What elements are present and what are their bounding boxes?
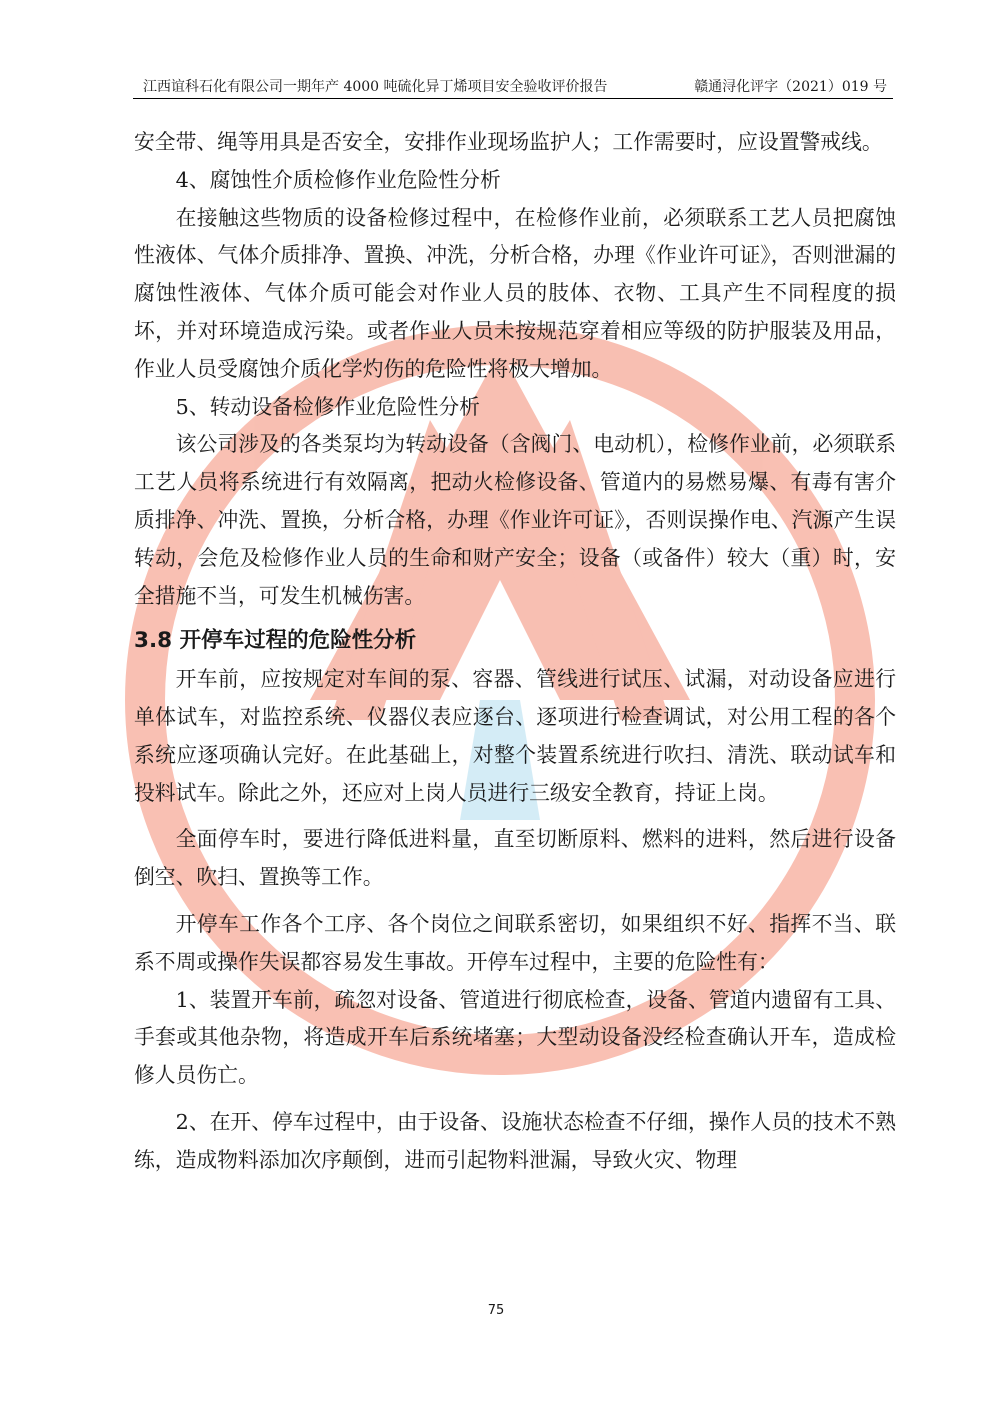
header-report-title: 江西谊科石化有限公司一期年产 4000 吨硫化异丁烯项目安全验收评价报告: [143, 79, 608, 95]
paragraph: 安全带、绳等用具是否安全，安排作业现场监护人；工作需要时，应设置警戒线。: [134, 130, 883, 154]
header-report-number: 赣通浔化评字（2021）019 号: [694, 79, 887, 95]
paragraph: 2、在开、停车过程中，由于设备、设施状态检查不仔细，操作人员的技术不熟练，造成物料添加次序颠倒，进而引起物料泄漏，导致火灾、物理: [134, 1109, 896, 1172]
paragraph: 该公司涉及的各类泵均为转动设备（含阀门、电动机），检修作业前，必须联系工艺人员将系统进行有效隔离，把动火检修设备、管道内的易燃易爆、有毒有害介质排净、冲洗、置换，分析合格，办理《作业许可证》，否则误操作电、汽源产生误转动，会危及检修作业人员的生命和财产安全；设备（或备件）较大（重）时，安全措施不当，可发生机械伤害。: [134, 432, 896, 608]
subheading-corrosive: 4、腐蚀性介质检修作业危险性分析: [175, 167, 501, 192]
subheading-rotating: 5、转动设备检修作业危险性分析: [175, 394, 480, 419]
body-text: [134, 124, 896, 1180]
paragraph: 在接触这些物质的设备检修过程中，在检修作业前，必须联系工艺人员把腐蚀性液体、气体介质排净、置换、冲洗，分析合格，办理《作业许可证》，否则泄漏的腐蚀性液体、气体介质可能会对作业人员的肢体、衣物、工具产生不同程度的损坏，并对环境造成污染。或者作业人员未按规范穿着相应等级的防护服装及用品，作业人员受腐蚀介质化学灼伤的危险性将极大增加。: [134, 205, 896, 381]
page-number: 75: [487, 1303, 505, 1318]
paragraph: 开停车工作各个工序、各个岗位之间联系密切，如果组织不好、指挥不当、联系不周或操作失误都容易发生事故。开停车过程中，主要的危险性有：: [134, 911, 896, 974]
page-header: [133, 76, 893, 99]
section-heading: 3.8 开停车过程的危险性分析: [134, 628, 417, 654]
paragraph: 全面停车时，要进行降低进料量，直至切断原料、燃料的进料，然后进行设备倒空、吹扫、置换等工作。: [134, 827, 896, 890]
paragraph: 开车前，应按规定对车间的泵、容器、管线进行试压、试漏，对动设备应进行单体试车，对监控系统、仪器仪表应逐台、逐项进行检查调试，对公用工程的各个系统应逐项确认完好。在此基础上，对整个装置系统进行吹扫、清洗、联动试车和投料试车。除此之外，还应对上岗人员进行三级安全教育，持证上岗。: [134, 667, 896, 805]
paragraph: 1、装置开车前，疏忽对设备、管道进行彻底检查，设备、管道内遗留有工具、手套或其他杂物，将造成开车后系统堵塞；大型动设备没经检查确认开车，造成检修人员伤亡。: [134, 987, 896, 1088]
